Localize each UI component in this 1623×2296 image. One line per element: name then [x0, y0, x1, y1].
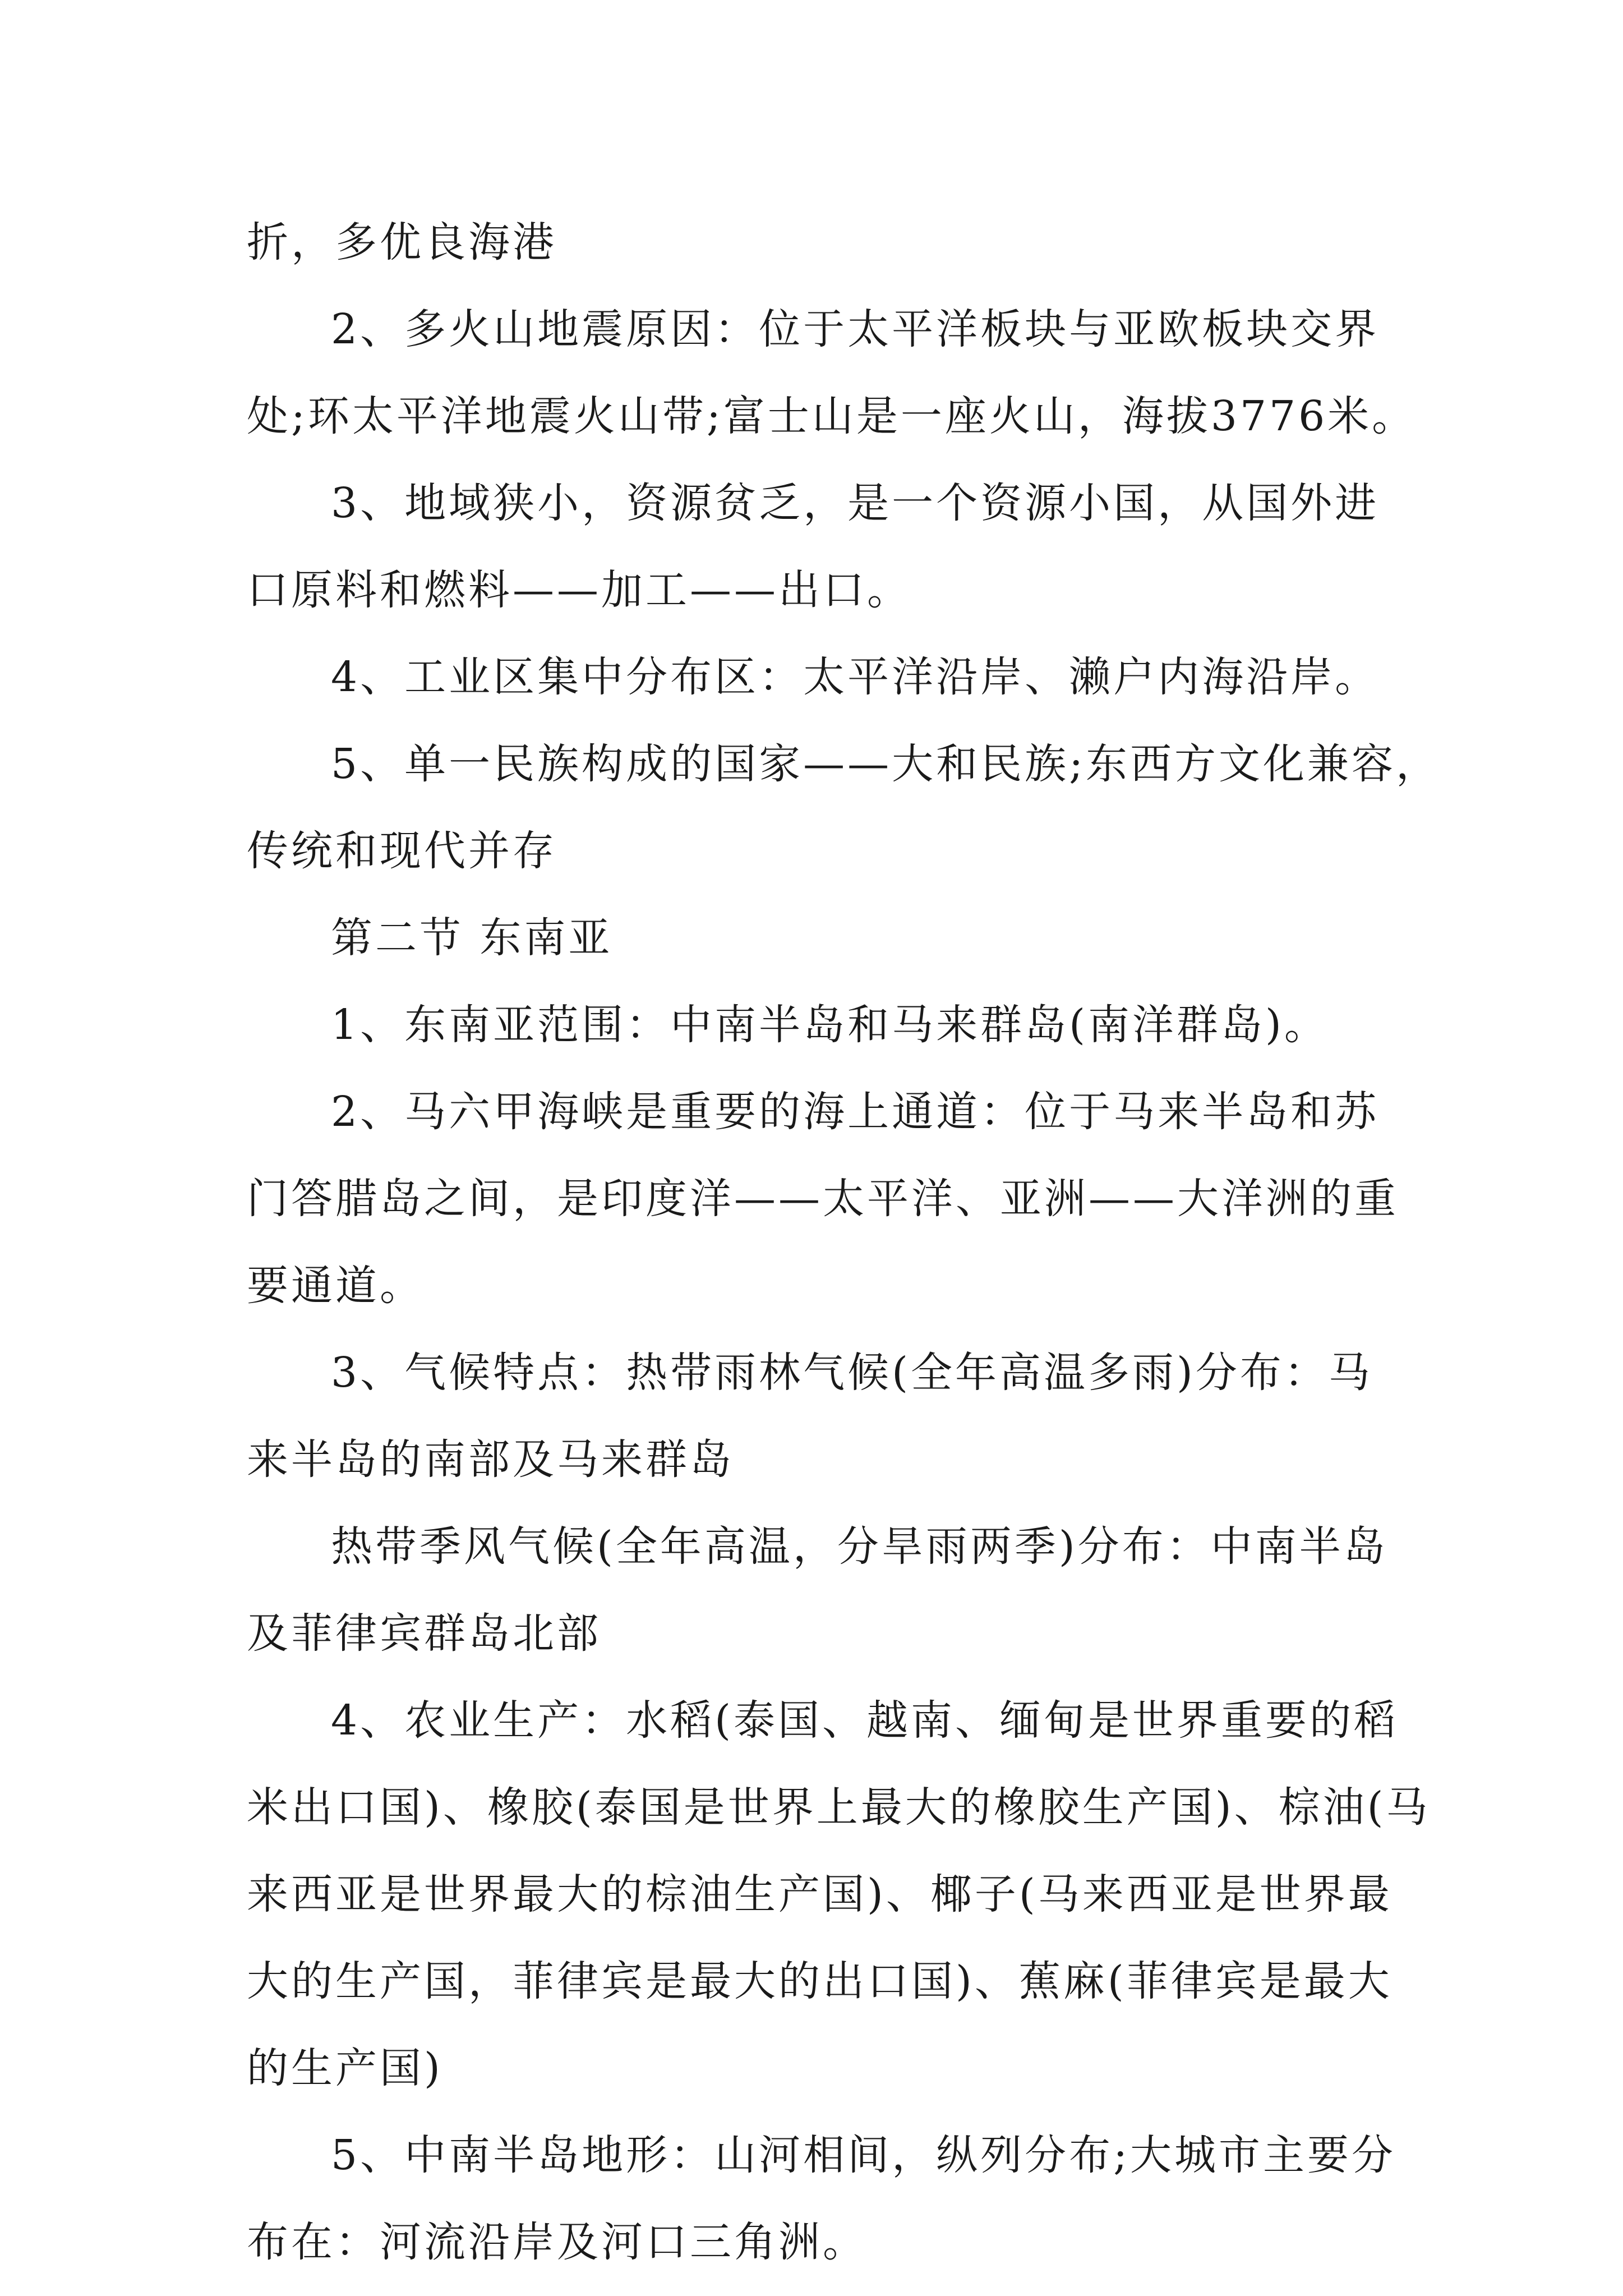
- text-line: 2、多火山地震原因：位于太平洋板块与亚欧板块交界: [331, 305, 1380, 353]
- text-line: 3、气候特点：热带雨林气候(全年高温多雨)分布：马: [331, 1349, 1373, 1397]
- text-line: 3、地域狭小，资源贫乏，是一个资源小国，从国外进: [331, 479, 1380, 527]
- text-line: 热带季风气候(全年高温，分旱雨两季)分布：中南半岛: [331, 1522, 1388, 1571]
- text-line: 来半岛的南部及马来群岛: [247, 1435, 734, 1484]
- text-line: 要通道。: [247, 1262, 424, 1310]
- text-line: 门答腊岛之间，是印度洋——太平洋、亚洲——大洋洲的重: [247, 1175, 1399, 1223]
- text-line: 处;环太平洋地震火山带;富士山是一座火山，海拔3776米。: [247, 392, 1417, 440]
- text-line: 5、中南半岛地形：山河相间，纵列分布;大城市主要分: [331, 2131, 1396, 2179]
- text-line: 口原料和燃料——加工——出口。: [247, 566, 911, 614]
- section-heading: 第二节 东南亚: [331, 914, 613, 962]
- text-line: 及菲律宾群岛北部: [247, 1609, 601, 1658]
- document-body: [247, 199, 1441, 2286]
- text-line: 2、马六甲海峡是重要的海上通道：位于马来半岛和苏: [331, 1088, 1380, 1136]
- text-line: 4、工业区集中分布区：太平洋沿岸、濑户内海沿岸。: [331, 653, 1380, 701]
- text-line: 大的生产国，菲律宾是最大的出口国)、蕉麻(菲律宾是最大: [247, 1957, 1393, 2005]
- text-line: 4、农业生产：水稻(泰国、越南、缅甸是世界重要的稻: [331, 1696, 1398, 1745]
- text-line: 米出口国)、橡胶(泰国是世界上最大的橡胶生产国)、棕油(马: [247, 1783, 1431, 1832]
- text-line: 的生产国): [247, 2044, 443, 2092]
- text-line: 5、单一民族构成的国家——大和民族;东西方文化兼容，: [331, 740, 1441, 788]
- text-line: 折，多优良海港: [247, 218, 557, 266]
- text-line: 布在：河流沿岸及河口三角洲。: [247, 2218, 867, 2266]
- text-line: 传统和现代并存: [247, 827, 557, 875]
- text-line: 1、东南亚范围：中南半岛和马来群岛(南洋群岛)。: [331, 1001, 1329, 1049]
- text-line: 来西亚是世界最大的棕油生产国)、椰子(马来西亚是世界最: [247, 1870, 1393, 1918]
